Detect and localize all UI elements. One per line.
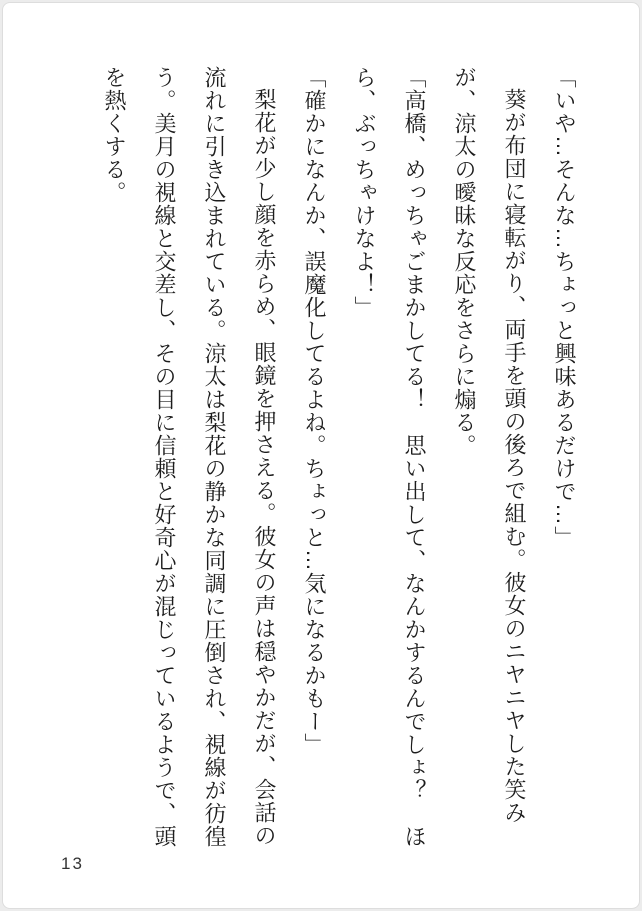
page-text (89, 66, 589, 854)
paragraph-dialogue-3: 「確かになんか、誤魔化してるよね。ちょっと…気になるかもー」 (302, 66, 327, 756)
page-number: 13 (61, 854, 84, 873)
paragraph-dialogue-1: 「いや…そんな…ちょっと興味あるだけで…」 (552, 66, 577, 549)
paragraph-narration-1: 葵が布団に寝転がり、両手を頭の後ろで組む。彼女のニヤニヤした笑みが、涼太の曖昧な反応をさらに煽る。 (452, 66, 527, 824)
book-page (2, 2, 640, 909)
paragraph-dialogue-2: 「高橋、めっちゃごまかしてる！ 思い出して、なんかするんでしょ？ ほら、ぶっちゃけなよ！」 (352, 66, 427, 848)
paragraph-narration-2: 梨花が少し顔を赤らめ、眼鏡を押さえる。彼女の声は穏やかだが、会話の流れに引き込まれている。涼太は梨花の静かな同調に圧倒され、視線が彷徨う。美月の視線と交差し、その目に信頼と好奇心が混じっているようで、頭を熱くする。 (102, 66, 277, 848)
